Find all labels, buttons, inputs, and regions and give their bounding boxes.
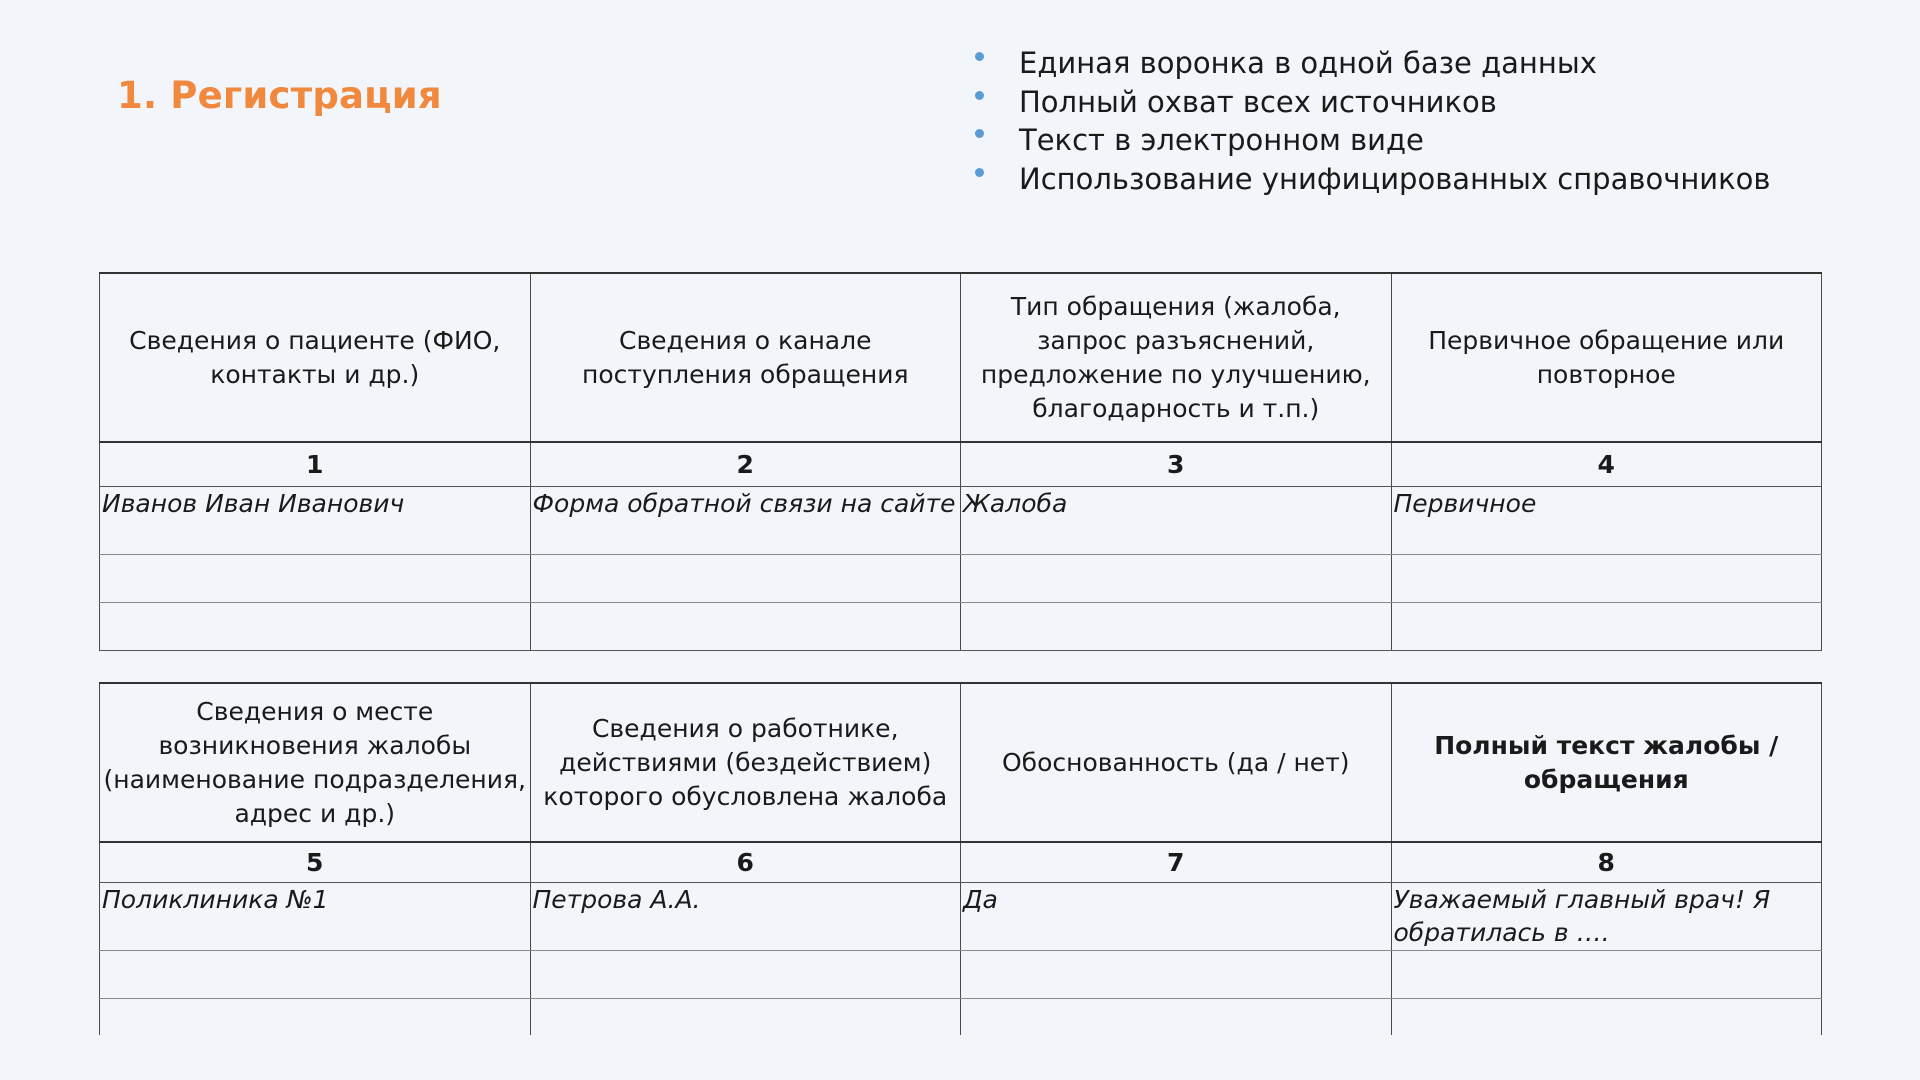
empty-cell bbox=[961, 603, 1392, 651]
empty-cell bbox=[530, 555, 961, 603]
header-cell: Сведения о месте возникновения жалобы (наименование подразделения, адрес и др.) bbox=[100, 683, 531, 842]
column-number: 1 bbox=[100, 442, 531, 487]
column-number-row bbox=[100, 442, 1822, 487]
column-number: 7 bbox=[961, 842, 1392, 883]
empty-cell bbox=[961, 951, 1392, 999]
empty-cell bbox=[1391, 951, 1822, 999]
empty-cell bbox=[961, 999, 1392, 1036]
bullet-dot-icon bbox=[975, 168, 984, 177]
column-number-row bbox=[100, 842, 1822, 883]
empty-row bbox=[100, 555, 1822, 603]
empty-cell bbox=[530, 999, 961, 1036]
empty-cell bbox=[1391, 999, 1822, 1036]
table-cell: Поликлиника №1 bbox=[100, 883, 531, 951]
table-row bbox=[100, 883, 1822, 951]
slide-title: 1. Регистрация bbox=[117, 74, 442, 117]
table-cell: Форма обратной связи на сайте bbox=[530, 487, 961, 555]
table-cell: Иванов Иван Иванович bbox=[100, 487, 531, 555]
bullet-item bbox=[975, 44, 1770, 83]
empty-cell bbox=[100, 951, 531, 999]
bullet-dot-icon bbox=[975, 52, 984, 61]
table-row bbox=[100, 487, 1822, 555]
table-cell: Жалоба bbox=[961, 487, 1392, 555]
header-cell: Сведения о работнике, действиями (бездействием) которого обусловлена жалоба bbox=[530, 683, 961, 842]
header-cell: Полный текст жалобы / обращения bbox=[1391, 683, 1822, 842]
empty-row bbox=[100, 999, 1822, 1036]
table-cell: Первичное bbox=[1391, 487, 1822, 555]
registration-table-1 bbox=[99, 272, 1822, 651]
empty-row bbox=[100, 603, 1822, 651]
bullet-dot-icon bbox=[975, 129, 984, 138]
bullet-text: Использование унифицированных справочников bbox=[1019, 161, 1771, 196]
bullet-text: Единая воронка в одной базе данных bbox=[1019, 46, 1597, 80]
empty-cell bbox=[100, 999, 531, 1036]
bullet-list bbox=[975, 44, 1770, 198]
table-cell: Уважаемый главный врач! Я обратилась в …. bbox=[1391, 883, 1822, 951]
empty-cell bbox=[100, 555, 531, 603]
empty-row bbox=[100, 951, 1822, 999]
header-cell: Тип обращения (жалоба, запрос разъяснений, предложение по улучшению, благодарность и т.п.) bbox=[961, 273, 1392, 442]
bullet-item bbox=[975, 121, 1770, 160]
header-cell: Первичное обращение или повторное bbox=[1391, 273, 1822, 442]
table-cell: Петрова А.А. bbox=[530, 883, 961, 951]
bullet-dot-icon bbox=[975, 91, 984, 100]
header-row bbox=[100, 273, 1822, 442]
bullet-text: Полный охват всех источников bbox=[1019, 84, 1497, 119]
empty-cell bbox=[1391, 555, 1822, 603]
table-cell: Да bbox=[961, 883, 1392, 951]
bullet-item bbox=[975, 83, 1770, 122]
column-number: 6 bbox=[530, 842, 961, 883]
bullet-text: Текст в электронном виде bbox=[1019, 123, 1424, 157]
empty-cell bbox=[961, 555, 1392, 603]
header-cell: Сведения о канале поступления обращения bbox=[530, 273, 961, 442]
empty-cell bbox=[530, 603, 961, 651]
header-cell: Обоснованность (да / нет) bbox=[961, 683, 1392, 842]
empty-cell bbox=[100, 603, 531, 651]
bullet-item bbox=[975, 160, 1770, 199]
registration-table-2 bbox=[99, 682, 1822, 1035]
header-cell: Сведения о пациенте (ФИО, контакты и др.) bbox=[100, 273, 531, 442]
column-number: 5 bbox=[100, 842, 531, 883]
column-number: 3 bbox=[961, 442, 1392, 487]
column-number: 2 bbox=[530, 442, 961, 487]
empty-cell bbox=[1391, 603, 1822, 651]
empty-cell bbox=[530, 951, 961, 999]
column-number: 8 bbox=[1391, 842, 1822, 883]
column-number: 4 bbox=[1391, 442, 1822, 487]
header-row bbox=[100, 683, 1822, 842]
